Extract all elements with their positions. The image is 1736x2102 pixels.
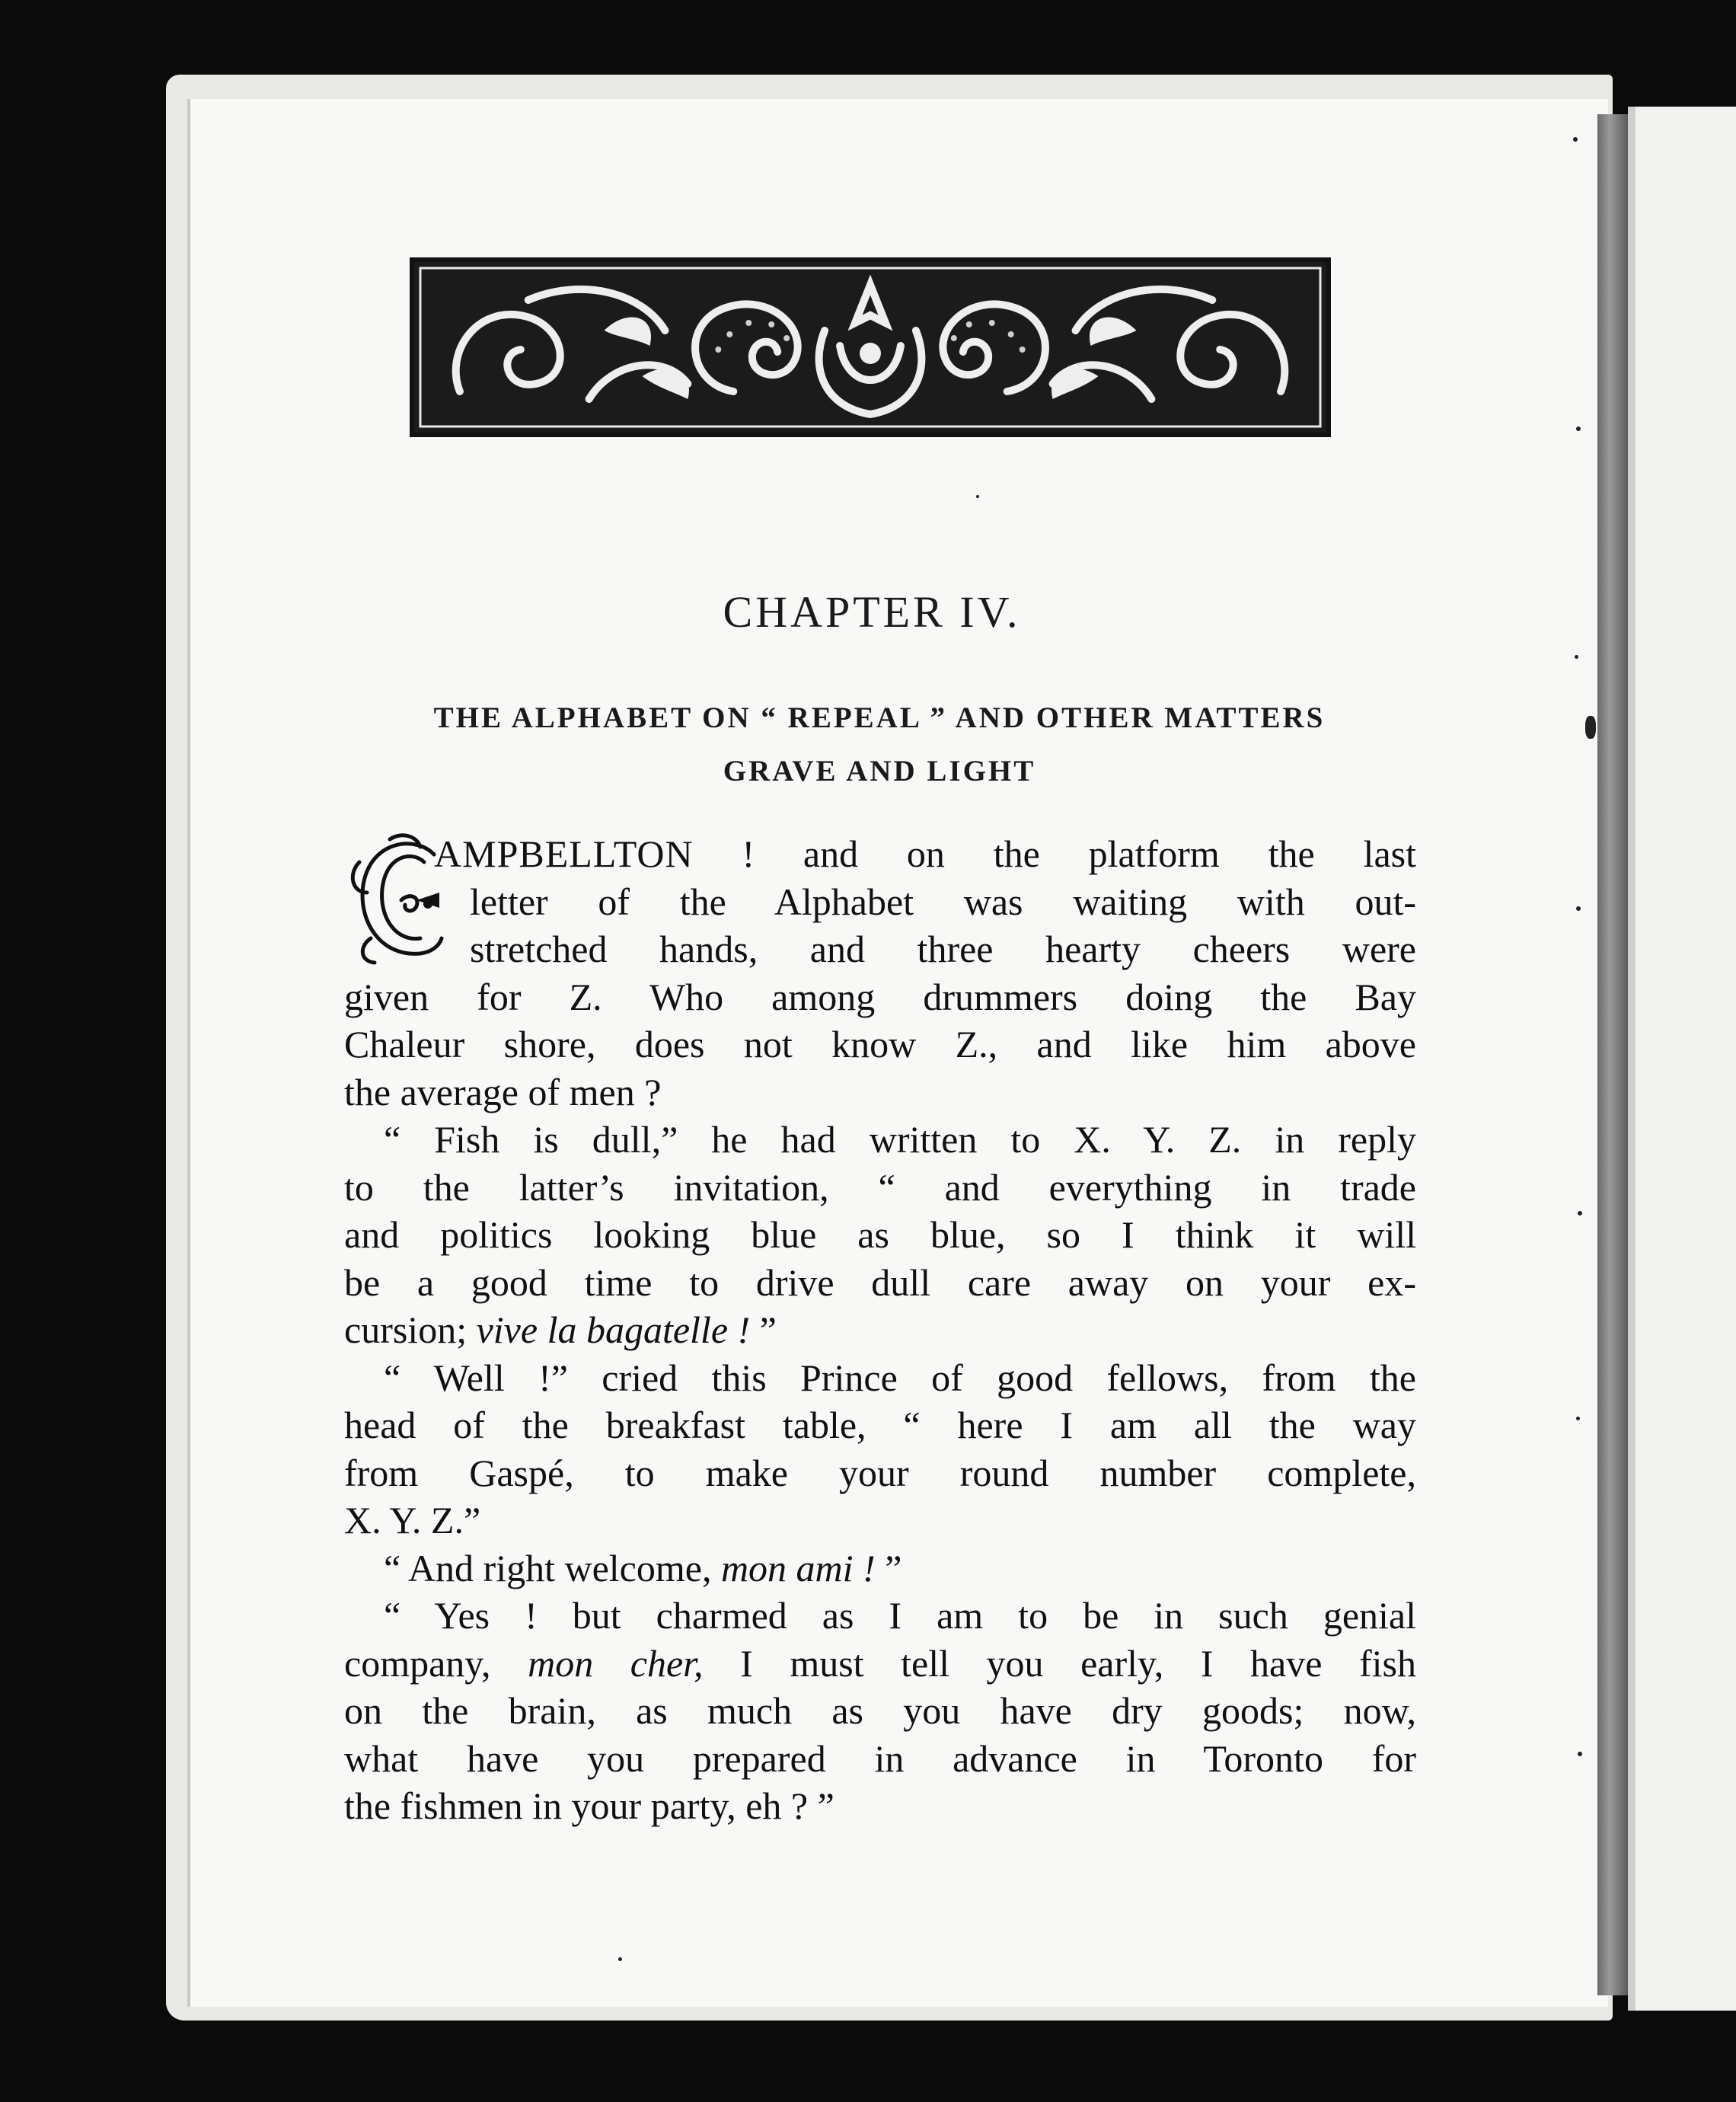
scan-speck <box>1578 1752 1582 1756</box>
scan-speck <box>976 495 979 498</box>
first-word: AMPBELLTON <box>434 832 694 875</box>
text-line: the fishmen in your party, eh ? ” <box>344 1784 834 1827</box>
italic-phrase: mon ami ! <box>720 1546 876 1589</box>
text-line: given for Z. Who among drummers doing the Bay <box>344 975 1416 1018</box>
scan-speck <box>1576 906 1581 911</box>
text-line: the average of men ? <box>344 1070 662 1113</box>
text-line: what have you prepared in advance in Toronto for <box>344 1736 1416 1780</box>
text-span: ” <box>875 1546 902 1589</box>
italic-phrase: mon cher, <box>528 1641 704 1685</box>
scan-speck <box>1573 137 1578 142</box>
text-line: “ Well !” cried this Prince of good fellows, from the <box>384 1356 1416 1399</box>
text-line: from Gaspé, to make your round number complete, <box>344 1451 1416 1494</box>
scan-speck <box>1575 655 1578 659</box>
chapter-body-text <box>344 830 1416 1830</box>
text-line <box>344 1306 1416 1354</box>
text-span: “ And right welcome, <box>384 1546 721 1589</box>
text-span: cursion; <box>344 1308 477 1351</box>
text-line: and politics looking blue as blue, so I think it will <box>344 1213 1416 1256</box>
scan-speck <box>1576 1417 1580 1420</box>
text-span: company, <box>344 1641 528 1685</box>
text-span: ! and on the platform the last <box>693 832 1416 875</box>
text-line <box>344 830 1416 878</box>
floral-scroll-banner-icon <box>410 257 1331 437</box>
scan-speck <box>618 1957 622 1961</box>
facing-page <box>1628 107 1736 2011</box>
text-line: be a good time to drive dull care away on your ex- <box>344 1260 1416 1304</box>
text-line: “ Yes ! but charmed as I am to be in such genial <box>384 1594 1416 1637</box>
italic-phrase: vive la bagatelle ! <box>476 1308 751 1351</box>
text-span: I must tell you early, I have fish <box>703 1641 1416 1685</box>
text-line: stretched hands, and three hearty cheers were <box>470 928 1416 970</box>
text-line: X. Y. Z.” <box>344 1499 481 1541</box>
text-line: “ Fish is dull,” he had written to X. Y. Z. in reply <box>384 1118 1416 1161</box>
scan-border-top <box>0 0 1736 75</box>
chapter-subtitle <box>335 692 1424 798</box>
facing-page-edge <box>1628 107 1635 2011</box>
chapter-subtitle-line-1: THE ALPHABET ON “ REPEAL ” AND OTHER MATTERS <box>433 701 1326 734</box>
book-gutter <box>1597 114 1628 1995</box>
text-line: letter of the Alphabet was waiting with out- <box>470 880 1416 923</box>
scan-speck <box>1578 1211 1582 1216</box>
text-line: to the latter’s invitation, “ and everything in trade <box>344 1165 1416 1209</box>
text-line <box>344 1545 1416 1592</box>
scan-speck <box>1585 716 1596 739</box>
text-line <box>344 1640 1416 1688</box>
chapter-title: CHAPTER IV. <box>723 587 1021 637</box>
text-line: on the brain, as much as you have dry goods; now, <box>344 1689 1416 1732</box>
chapter-subtitle-line-2: GRAVE AND LIGHT <box>723 755 1036 787</box>
text-line: Chaleur shore, does not know Z., and like him above <box>344 1023 1416 1065</box>
text-line: head of the breakfast table, “ here I am all the way <box>344 1404 1416 1446</box>
text-span: ” <box>750 1308 777 1351</box>
scan-speck <box>1576 426 1581 431</box>
